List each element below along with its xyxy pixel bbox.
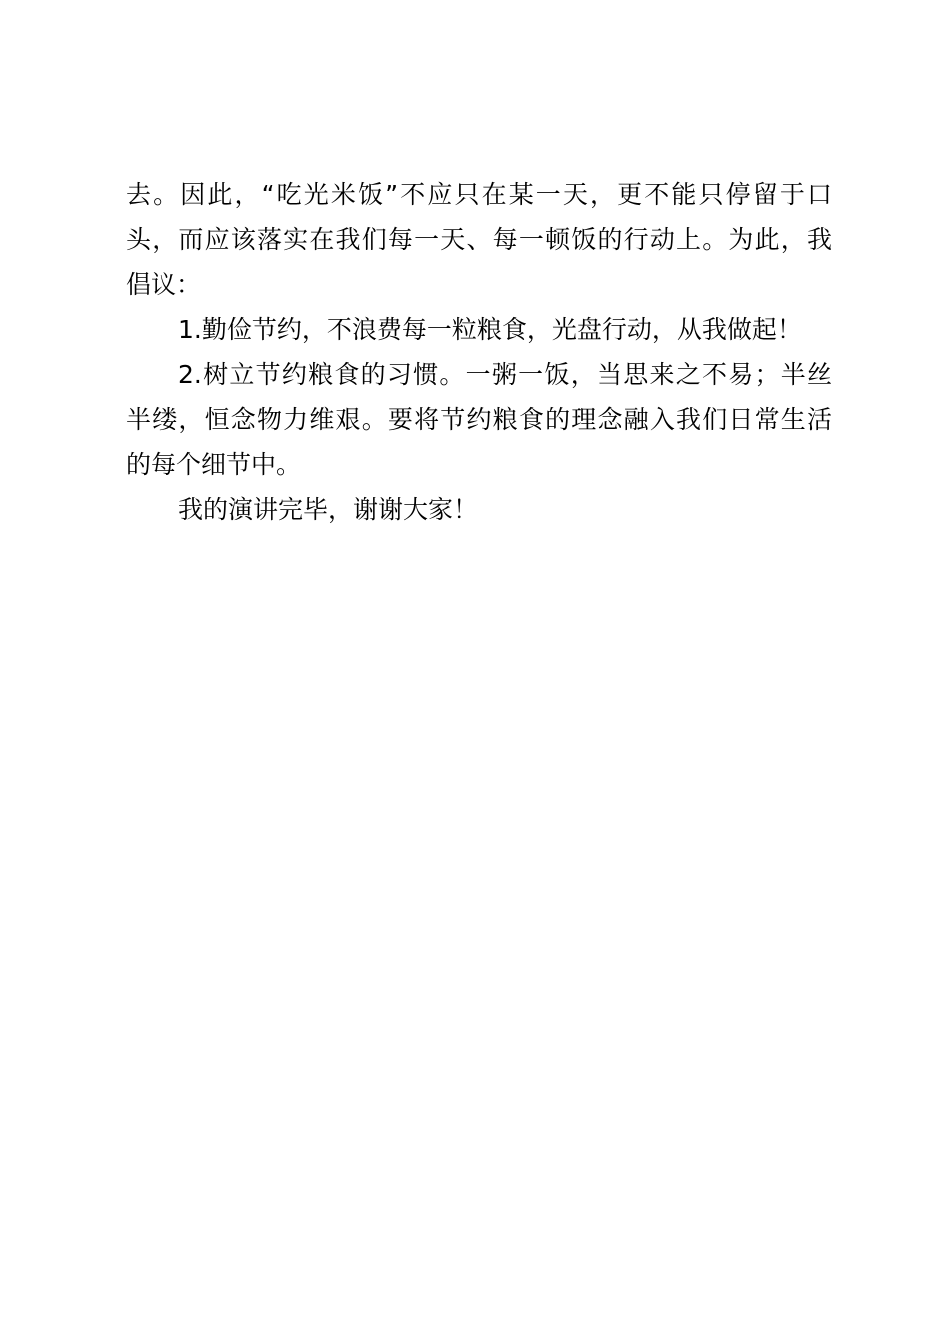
closing-line: 我的演讲完毕，谢谢大家！ bbox=[178, 495, 479, 524]
proposal-item-2-line-1: 2.树立节约粮食的习惯。一粥一饭，当思来之不易；半丝 bbox=[178, 360, 832, 389]
proposal-item-1: 1.勤俭节约，不浪费每一粒粮食，光盘行动，从我做起！ bbox=[178, 315, 802, 344]
paragraph-line-3: 倡议： bbox=[126, 270, 202, 299]
paragraph-line-1: 去。因此，“吃光米饭”不应只在某一天，更不能只停留于口 bbox=[126, 180, 832, 209]
paragraph-line-2: 头，而应该落实在我们每一天、每一顿饭的行动上。为此，我 bbox=[126, 225, 832, 254]
document-body bbox=[126, 172, 832, 532]
proposal-item-2-line-3: 的每个细节中。 bbox=[126, 450, 302, 479]
proposal-item-2-line-2: 半缕，恒念物力维艰。要将节约粮食的理念融入我们日常生活 bbox=[126, 405, 832, 434]
